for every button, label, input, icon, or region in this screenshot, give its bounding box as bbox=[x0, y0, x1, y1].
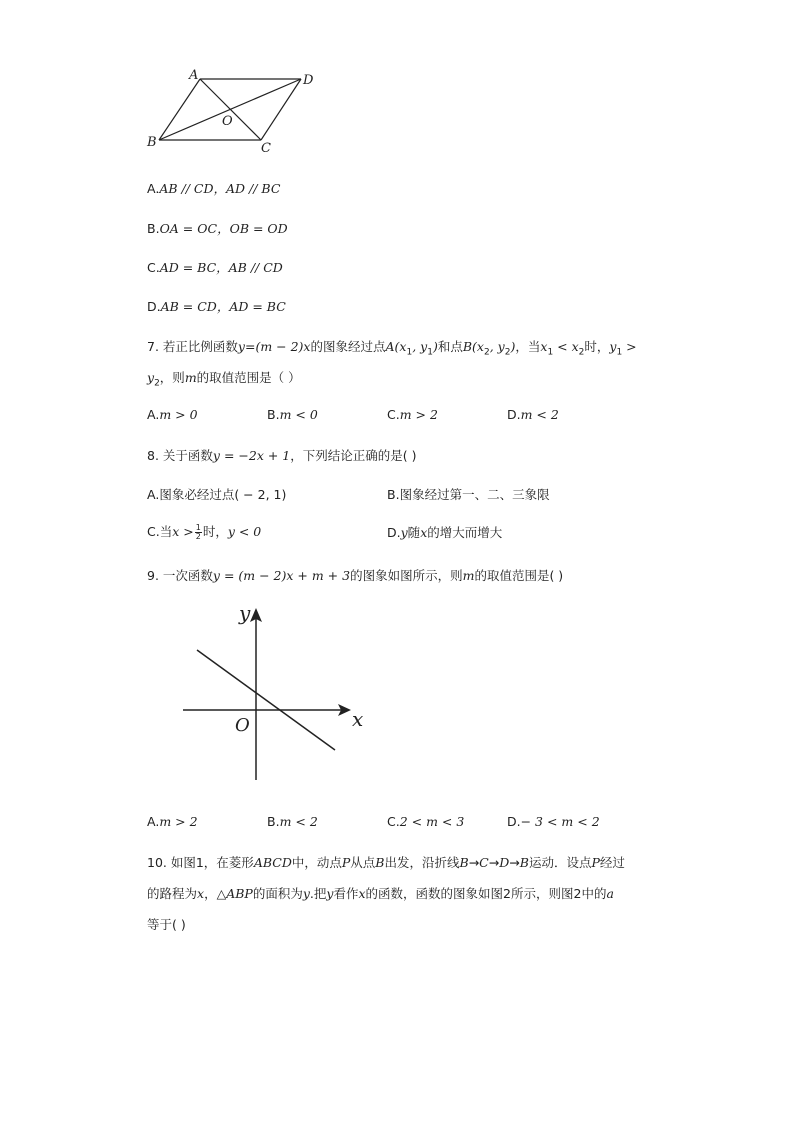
q9-stem: 9. 一次函数y = (m − 2)x + m + 3的图象如图所示，则m的取值范围是( ) bbox=[147, 568, 564, 583]
q8-option-b[interactable]: B.图象经过第一、二、三象限 bbox=[387, 487, 550, 502]
q7-option-c[interactable]: C.m > 2 bbox=[387, 407, 438, 422]
q10-stem-line3: 等于( ) bbox=[147, 917, 186, 932]
parallelogram-figure bbox=[140, 66, 330, 158]
q6-option-d[interactable]: D.AB = CD，AD = BC bbox=[147, 299, 286, 314]
q10-stem-line2: 的路程为x，△ABP的面积为y.把y看作x的函数，函数的图象如图2所示，则图2中的a bbox=[147, 886, 614, 901]
q7-option-d[interactable]: D.m < 2 bbox=[507, 407, 559, 422]
q6-option-b[interactable]: B.OA = OC，OB = OD bbox=[147, 221, 288, 236]
q9-option-c[interactable]: C.2 < m < 3 bbox=[387, 814, 465, 829]
q6-option-a[interactable]: A.AB // CD，AD // BC bbox=[147, 181, 281, 196]
q7-stem-line2: $y_2$，则m的取值范围是（ ） bbox=[147, 370, 301, 389]
label-o: O bbox=[222, 114, 233, 129]
q8-option-d[interactable]: D.y随x的增大而增大 bbox=[387, 525, 503, 540]
label-a: A bbox=[189, 68, 199, 83]
q8-option-a[interactable]: A.图象必经过点( − 2, 1) bbox=[147, 487, 287, 502]
function-line bbox=[197, 650, 335, 750]
y-axis-label: y bbox=[239, 601, 251, 625]
q6-option-c[interactable]: C.AD = BC，AB // CD bbox=[147, 260, 283, 275]
x-axis-label: x bbox=[352, 707, 364, 731]
q8-option-c[interactable]: C.当x > $\frac{1}{2}$ 时，y < 0 bbox=[147, 523, 262, 541]
linear-function-graph bbox=[175, 598, 375, 788]
q7-option-b[interactable]: B.m < 0 bbox=[267, 407, 318, 422]
q8-stem: 8. 关于函数y = −2x + 1，下列结论正确的是( ) bbox=[147, 448, 417, 463]
origin-label: O bbox=[235, 715, 250, 736]
fraction-one-half: $\frac{1}{2}$ bbox=[195, 523, 201, 541]
label-b: B bbox=[147, 135, 157, 150]
label-d: D bbox=[303, 73, 314, 88]
label-c: C bbox=[261, 141, 271, 156]
q9-option-b[interactable]: B.m < 2 bbox=[267, 814, 318, 829]
q7-stem-line1: 7. 若正比例函数y=(m − 2)x的图象经过点$A(x_1$, $y_1$)和点$B(x_2$, $y_2$)，当$x_1 < x_2$时，$y_1$ > bbox=[147, 339, 637, 358]
q9-option-d[interactable]: D.− 3 < m < 2 bbox=[507, 814, 600, 829]
q10-stem-line1: 10. 如图1，在菱形ABCD中，动点P从点B出发，沿折线B→C→D→B运动．设点P经过 bbox=[147, 855, 625, 870]
diagonal-bd bbox=[159, 79, 301, 140]
q9-option-a[interactable]: A.m > 2 bbox=[147, 814, 198, 829]
q7-option-a[interactable]: A.m > 0 bbox=[147, 407, 198, 422]
